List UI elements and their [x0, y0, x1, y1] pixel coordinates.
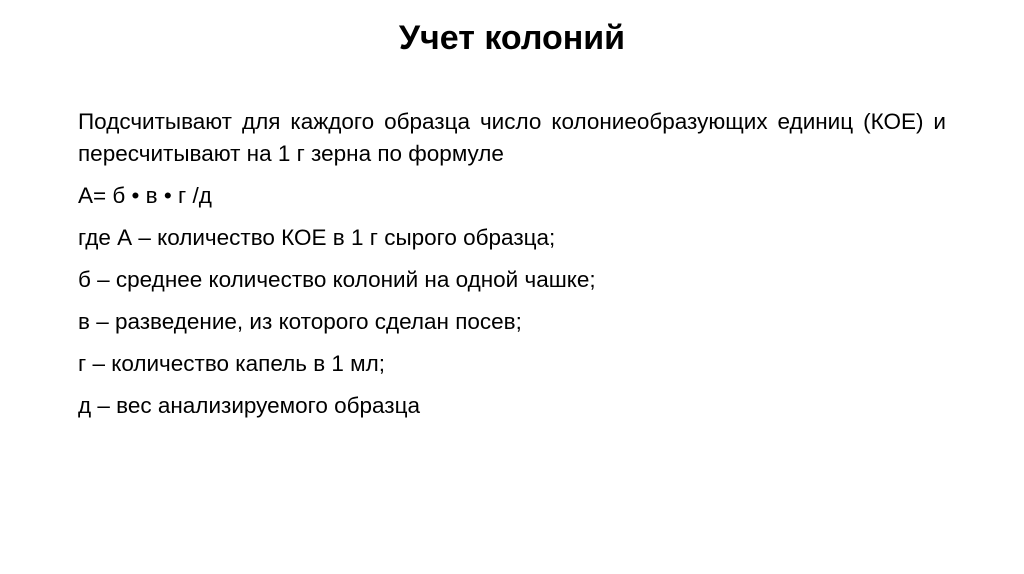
slide-title: Учет колоний — [398, 19, 626, 57]
definition-g: г – количество капель в 1 мл; — [78, 351, 386, 376]
definition-v: в – разведение, из которого сделан посев; — [78, 309, 522, 334]
definition-a: где А – количество КОЕ в 1 г сырого образца; — [78, 225, 556, 250]
slide-body — [78, 106, 946, 432]
definition-b: б – среднее количество колоний на одной чашке; — [78, 267, 596, 292]
formula-line: А= б • в • г /д — [78, 183, 212, 208]
intro-paragraph: Подсчитывают для каждого образца число колониеобразующих единиц (КОЕ) и пересчитывают на 1 г зерна по формуле — [78, 109, 946, 166]
definition-d: д – вес анализируемого образца — [78, 393, 421, 418]
